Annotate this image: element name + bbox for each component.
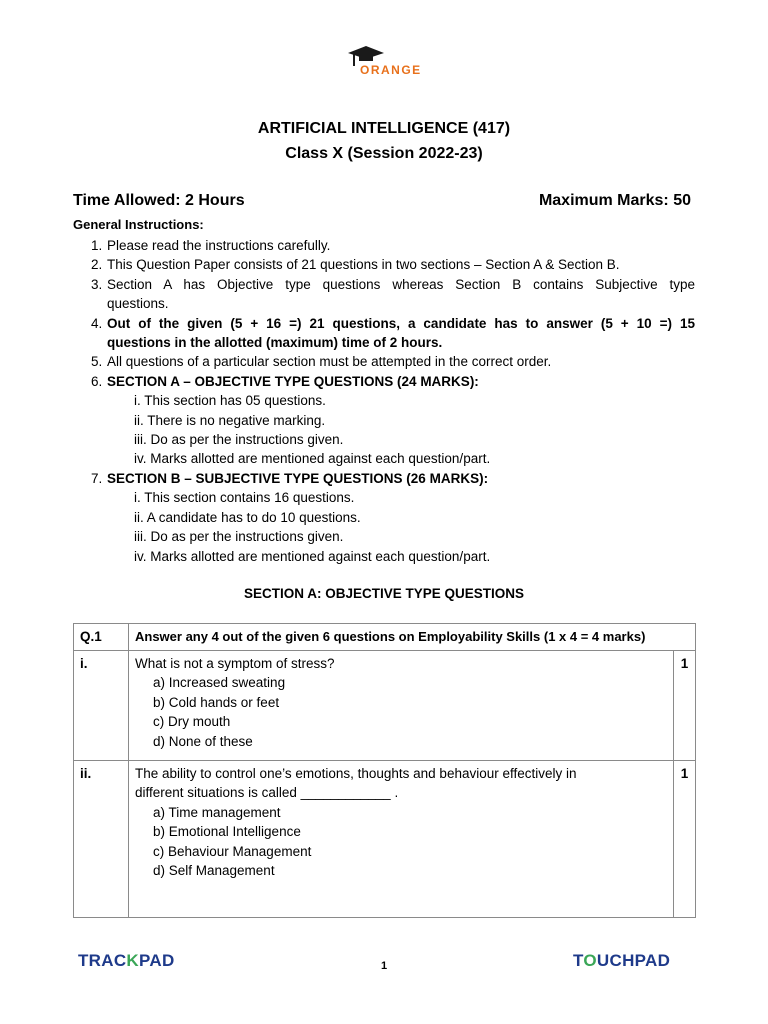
instruction-item: 2. This Question Paper consists of 21 questions in two sections – Section A & Section B. bbox=[91, 257, 620, 273]
trackpad-logo: TRACKPAD bbox=[78, 951, 175, 970]
instruction-item: 5. All questions of a particular section must be attempted in the correct order. bbox=[91, 354, 552, 370]
option: c) Behaviour Management bbox=[153, 843, 312, 859]
option: b) Cold hands or feet bbox=[153, 694, 280, 710]
sub-instruction: ii. A candidate has to do 10 questions. bbox=[134, 509, 361, 525]
part-number: ii. bbox=[74, 761, 129, 918]
option: b) Emotional Intelligence bbox=[153, 824, 301, 840]
part-number: i. bbox=[74, 651, 129, 761]
time-allowed: Time Allowed: 2 Hours bbox=[73, 192, 245, 209]
marks: 1 bbox=[674, 651, 696, 761]
time-marks-row bbox=[73, 192, 691, 210]
general-instructions-heading: General Instructions: bbox=[73, 217, 204, 232]
instructions-list bbox=[73, 236, 695, 566]
option: a) Time management bbox=[153, 804, 281, 820]
table-row bbox=[74, 651, 696, 761]
option: d) Self Management bbox=[153, 863, 275, 879]
touchpad-logo: TOUCHPAD bbox=[573, 951, 671, 970]
sub-instruction: iii. Do as per the instructions given. bbox=[134, 529, 344, 545]
question-part bbox=[129, 761, 674, 918]
instruction-item: 1. Please read the instructions carefully. bbox=[91, 238, 331, 253]
page-number: 1 bbox=[380, 960, 388, 972]
instruction-item: 4. Out of the given (5 + 16 =) 21 questions, a candidate has to answer (5 + 10 =) 15 questions in the allotted (maximum) time of 2 hours. bbox=[91, 315, 695, 351]
maximum-marks: Maximum Marks: 50 bbox=[538, 192, 691, 209]
section-a-title: SECTION A: OBJECTIVE TYPE QUESTIONS bbox=[243, 586, 525, 601]
sub-instruction: iv. Marks allotted are mentioned against each question/part. bbox=[134, 548, 491, 564]
question-stem: What is not a symptom of stress? bbox=[135, 656, 335, 671]
question-part bbox=[129, 651, 674, 761]
option: c) Dry mouth bbox=[153, 714, 231, 730]
table-row bbox=[74, 761, 696, 918]
instruction-item: 3. Section A has Objective type questions whereas Section B contains Subjective type questions. bbox=[91, 276, 695, 312]
sub-instruction: iv. Marks allotted are mentioned against each question/part. bbox=[134, 451, 491, 467]
sub-instruction: ii. There is no negative marking. bbox=[134, 412, 326, 428]
logo-text: ORANGE bbox=[360, 63, 422, 77]
sub-instruction: i. This section contains 16 questions. bbox=[134, 490, 355, 506]
orange-logo bbox=[346, 44, 426, 78]
instruction-item: 7. SECTION B – SUBJECTIVE TYPE QUESTIONS (26 MARKS): bbox=[91, 470, 489, 486]
question-stem: The ability to control one’s emotions, thoughts and behaviour effectively in bbox=[135, 766, 577, 781]
sub-instruction: i. This section has 05 questions. bbox=[134, 393, 326, 409]
question-table bbox=[73, 623, 696, 918]
option: a) Increased sweating bbox=[153, 675, 286, 691]
question-number: Q.1 bbox=[74, 624, 129, 651]
table-row bbox=[74, 624, 696, 651]
paper-subtitle: Class X (Session 2022-23) bbox=[285, 145, 483, 162]
marks: 1 bbox=[674, 761, 696, 918]
option: d) None of these bbox=[153, 733, 253, 749]
instruction-item: 6. SECTION A – OBJECTIVE TYPE QUESTIONS (24 MARKS): bbox=[91, 373, 479, 389]
paper-title: ARTIFICIAL INTELLIGENCE (417) bbox=[257, 120, 511, 137]
sub-instruction: iii. Do as per the instructions given. bbox=[134, 432, 344, 448]
question-prompt: Answer any 4 out of the given 6 questions on Employability Skills (1 x 4 = 4 marks) bbox=[129, 624, 696, 651]
question-stem: different situations is called ____________ . bbox=[135, 785, 399, 801]
